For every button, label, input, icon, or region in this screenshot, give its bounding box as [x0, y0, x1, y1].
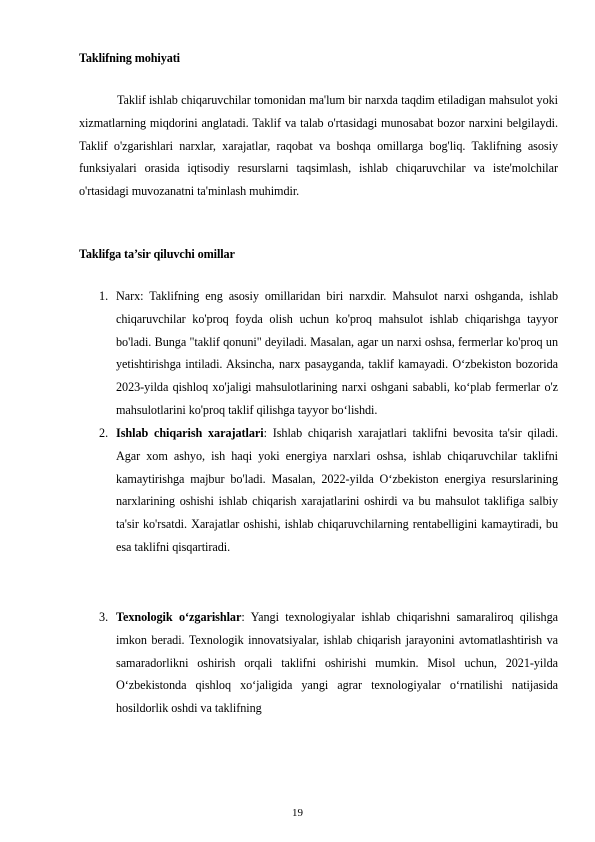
list-item-number: 3.: [99, 610, 109, 624]
list-item-text: [116, 422, 558, 559]
page-number: 19: [292, 807, 303, 819]
list-item-text: [116, 285, 558, 422]
list-item-number: 2.: [99, 426, 109, 440]
list-item: [79, 422, 558, 559]
list-item-title: Ishlab chiqarish xarajatlari: [116, 426, 264, 440]
list-item-text: [116, 606, 558, 720]
subsection-title: Taklifga ta’sir qiluvchi omillar: [79, 247, 235, 261]
intro-paragraph: Taklif ishlab chiqaruvchilar tomonidan ma'lum bir narxda taqdim etiladigan mahsulot yoki xizmatlarning miqdorini anglatadi. Taklif va talab o'rtasidagi munosabat bozor narxini belgilaydi. Taklif o'zgarishlari narxlar, xarajatlar, raqobat va boshqa omillarga bog'liq. Taklifning asosiy funksiyalari orasida iqtisodiy resurslarni taqsimlash, ishlab chiqaruvchilar va iste'molchilar o'rtasidagi muvozanatni ta'minlash muhimdir.: [79, 93, 558, 199]
list-item: [79, 285, 558, 422]
list-item: [79, 606, 558, 720]
list-item-body: : Ishlab chiqarish xarajatlari taklifni bevosita ta'sir qiladi. Agar xom ashyo, ish haqi yoki energiya narxlari oshsa, ishlab chiqaruvchilar taklifni kamaytirishga majbur bo'ladi. Masalan, 2022-yilda O‘zbekiston energiya resurslarining narxlarining oshishi ishlab chiqarish xarajatlarini oshirdi va bu mahsulot taklifiga salbiy ta'sir ko'rsatdi. Xarajatlar oshishi, ishlab chiqaruvchilarning rentabelligini kamaytiradi, bu esa taklifni qisqartiradi.: [116, 426, 559, 554]
section-title: Taklifning mohiyati: [79, 51, 180, 65]
list-item-body: : Yangi texnologiyalar ishlab chiqarishni samaraliroq qilishga imkon beradi. Texnologik innovatsiyalar, ishlab chiqarish jarayonini avtomatlashtirish va samaradorlikni oshirish orqali taklifni oshirishi mumkin. Misol uchun, 2021-yilda O‘zbekistonda qishloq xo‘jaligida yangi agrar texnologiyalar o‘rnatilishi natijasida hosildorlik oshdi va taklifning: [116, 610, 558, 716]
list-item-number: 1.: [99, 289, 109, 303]
list-item-title: Texnologik o‘zgarishlar: [116, 610, 242, 624]
list-item-body: Narx: Taklifning eng asosiy omillaridan biri narxdir. Mahsulot narxi oshganda, ishlab chiqaruvchilar ko'proq foyda olish uchun ko'proq mahsulot ishlab chiqarishga tayyor bo'ladi. Bunga "taklif qonuni" deyiladi. Masalan, agar un narxi oshsa, fermerlar ko'proq un yetishtirishga intiladi. Aksincha, narx pasayganda, taklif kamayadi. O‘zbekiston bozorida 2023-yilda qishloq xo'jaligi mahsulotlarining narxi oshgani sababli, ko‘plab fermerlar o'z mahsulotlarini ko'proq taklif qilishga tayyor bo‘lishdi.: [116, 289, 558, 417]
